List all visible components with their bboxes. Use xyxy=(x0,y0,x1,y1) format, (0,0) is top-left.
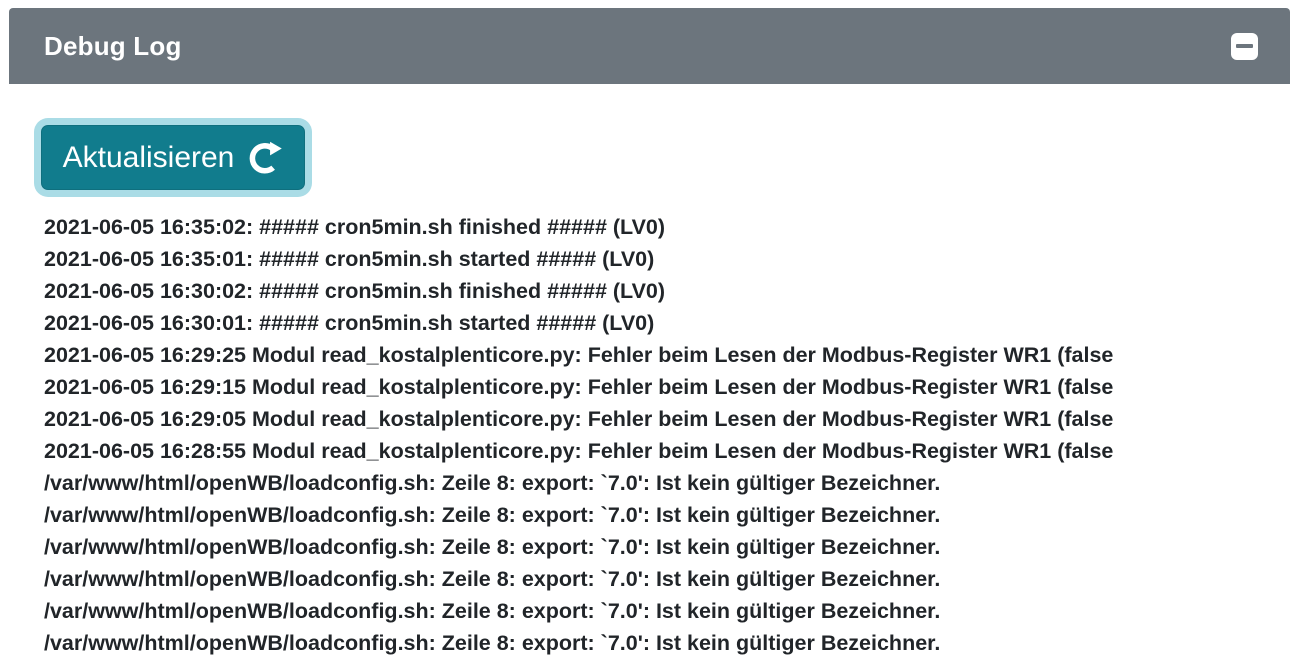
log-line: /var/www/html/openWB/loadconfig.sh: Zeile 8: export: `7.0': Ist kein gültiger Bezeichner. xyxy=(44,599,941,623)
log-line: 2021-06-05 16:35:02: ##### cron5min.sh finished ##### (LV0) xyxy=(44,215,666,239)
rotate-clockwise-icon xyxy=(246,139,283,176)
refresh-button-label: Aktualisieren xyxy=(62,140,235,174)
page-title: Debug Log xyxy=(44,30,182,61)
log-line: 2021-06-05 16:28:55 Modul read_kostalplenticore.py: Fehler beim Lesen der Modbus-Register WR1 (false xyxy=(44,439,1114,463)
log-line: /var/www/html/openWB/loadconfig.sh: Zeile 8: export: `7.0': Ist kein gültiger Bezeichner. xyxy=(44,631,941,655)
log-line: 2021-06-05 16:30:02: ##### cron5min.sh finished ##### (LV0) xyxy=(44,279,666,303)
debug-log-body xyxy=(9,84,1290,659)
log-output xyxy=(44,211,1290,659)
collapse-panel-button[interactable] xyxy=(1231,33,1258,60)
log-line: 2021-06-05 16:35:01: ##### cron5min.sh started ##### (LV0) xyxy=(44,247,655,271)
log-line: /var/www/html/openWB/loadconfig.sh: Zeile 8: export: `7.0': Ist kein gültiger Bezeichner. xyxy=(44,503,941,527)
log-line: 2021-06-05 16:29:15 Modul read_kostalplenticore.py: Fehler beim Lesen der Modbus-Register WR1 (false xyxy=(44,375,1114,399)
debug-log-card xyxy=(9,8,1290,659)
debug-log-header xyxy=(9,8,1290,84)
log-line: 2021-06-05 16:29:05 Modul read_kostalplenticore.py: Fehler beim Lesen der Modbus-Register WR1 (false xyxy=(44,407,1114,431)
log-line: /var/www/html/openWB/loadconfig.sh: Zeile 8: export: `7.0': Ist kein gültiger Bezeichner. xyxy=(44,567,941,591)
log-line: 2021-06-05 16:29:25 Modul read_kostalplenticore.py: Fehler beim Lesen der Modbus-Register WR1 (false xyxy=(44,343,1114,367)
log-line: 2021-06-05 16:30:01: ##### cron5min.sh started ##### (LV0) xyxy=(44,311,655,335)
log-line: /var/www/html/openWB/loadconfig.sh: Zeile 8: export: `7.0': Ist kein gültiger Bezeichner. xyxy=(44,535,941,559)
refresh-button[interactable] xyxy=(41,125,305,190)
minus-square-icon xyxy=(1236,44,1253,48)
log-line: /var/www/html/openWB/loadconfig.sh: Zeile 8: export: `7.0': Ist kein gültiger Bezeichner. xyxy=(44,471,941,495)
